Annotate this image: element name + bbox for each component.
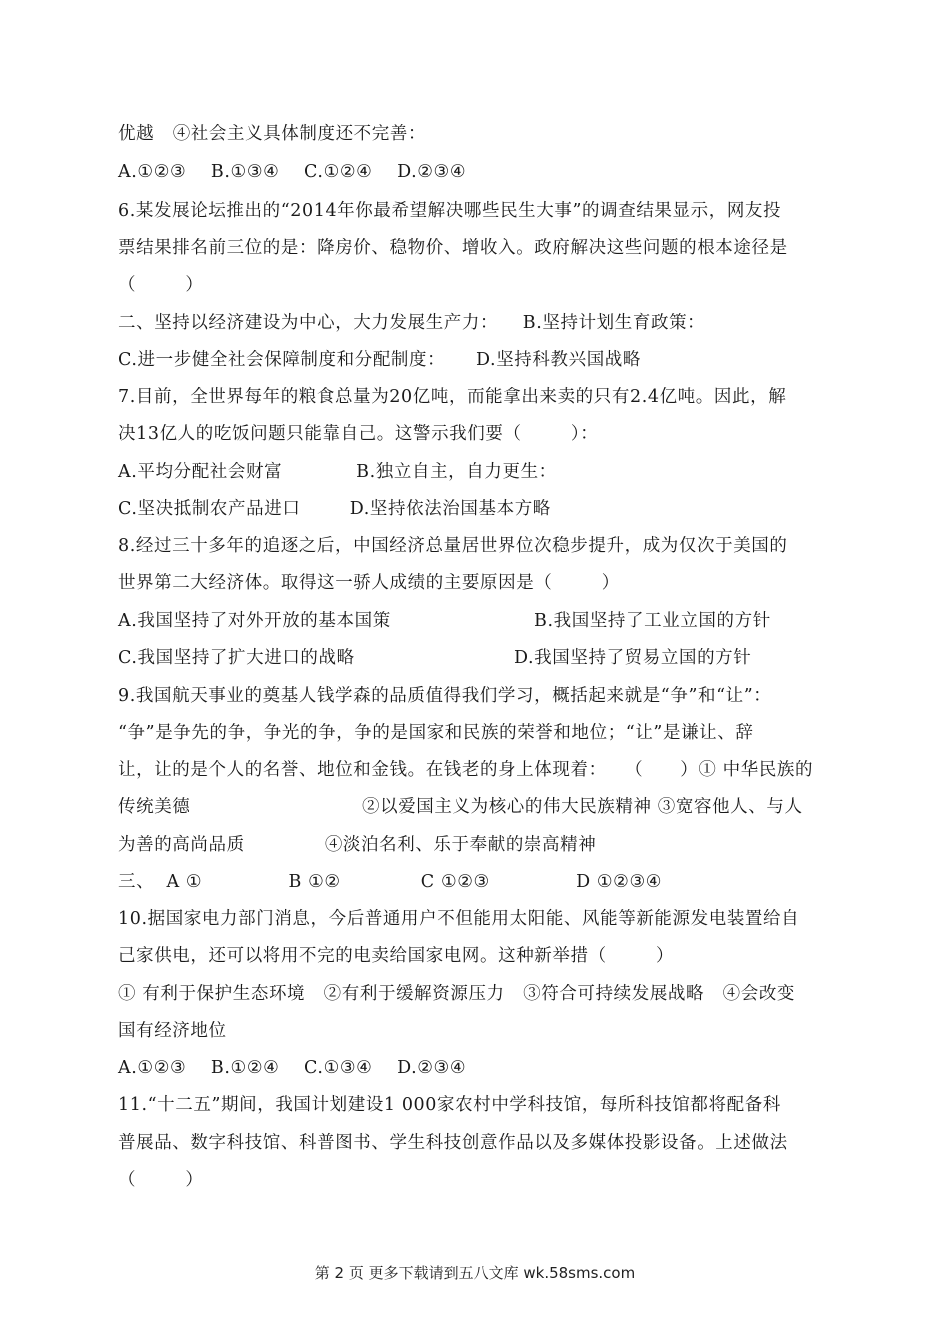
answer-options: A.①②③ B.①③④ C.①②④ D.②③④ xyxy=(118,162,467,182)
answer-options: A.平均分配社会财富 B.独立自主，自力更生： xyxy=(118,462,557,482)
answer-blank: （ ） xyxy=(118,275,204,295)
text-line: 优越 ④社会主义具体制度还不完善： xyxy=(118,124,427,144)
question-6-text: 票结果排名前三位的是：降房价、稳物价、增收入。政府解决这些问题的根本途径是 xyxy=(118,238,788,258)
question-6-text: 6.某发展论坛推出的“2014年你最希望解决哪些民生大事”的调查结果显示，网友投 xyxy=(118,201,782,221)
answer-options: A.①②③ B.①②④ C.①③④ D.②③④ xyxy=(118,1058,467,1078)
question-11-text: 11.“十二五”期间，我国计划建设1 000家农村中学科技馆，每所科技馆都将配备科 xyxy=(118,1095,781,1115)
question-10-text: ① 有利于保护生态环境 ②有利于缓解资源压力 ③符合可持续发展战略 ④会改变 xyxy=(118,984,796,1004)
question-7-text: 7.目前，全世界每年的粮食总量为20亿吨，而能拿出来卖的只有2.4亿吨。因此，解 xyxy=(118,387,787,407)
answer-option-a: A.我国坚持了对外开放的基本国策 xyxy=(118,611,391,631)
question-10-text: 己家供电，还可以将用不完的电卖给国家电网。这种新举措（ ） xyxy=(118,946,675,966)
question-9-text: ②以爱国主义为核心的伟大民族精神 ③宽容他人、与人 xyxy=(362,797,803,817)
answer-options: C.进一步健全社会保障制度和分配制度： D.坚持科教兴国战略 xyxy=(118,350,642,370)
answer-options: 三、 A ① B ①② C ①②③ D ①②③④ xyxy=(118,872,663,892)
answer-options: 二、坚持以经济建设为中心，大力发展生产力： B.坚持计划生育政策： xyxy=(118,313,706,333)
question-8-text: 8.经过三十多年的追逐之后，中国经济总量居世界位次稳步提升，成为仅次于美国的 xyxy=(118,536,788,556)
answer-option-d: D.我国坚持了贸易立国的方针 xyxy=(514,648,752,668)
question-10-text: 国有经济地位 xyxy=(118,1021,227,1041)
answer-option-b: B.我国坚持了工业立国的方针 xyxy=(534,611,771,631)
question-9-text: 9.我国航天事业的奠基人钱学森的品质值得我们学习，概括起来就是“争”和“让”： xyxy=(118,686,772,706)
question-8-text: 世界第二大经济体。取得这一骄人成绩的主要原因是（ ） xyxy=(118,573,620,593)
question-11-text: 普展品、数字科技馆、科普图书、学生科技创意作品以及多媒体投影设备。上述做法 xyxy=(118,1133,788,1153)
answer-option-c: C.我国坚持了扩大进口的战略 xyxy=(118,648,355,668)
page-footer: 第 2 页 更多下载请到五八文库 wk.58sms.com xyxy=(314,1264,636,1282)
question-7-text: 决13亿人的吃饭问题只能靠自己。这警示我们要（ ）： xyxy=(118,424,599,444)
answer-options: C.坚决抵制农产品进口 D.坚持依法治国基本方略 xyxy=(118,499,551,519)
answer-blank: （ ） xyxy=(118,1170,204,1190)
question-10-text: 10.据国家电力部门消息，今后普通用户不但能用太阳能、风能等新能源发电装置给自 xyxy=(118,909,800,929)
question-9-text: 让，让的是个人的名誉、地位和金钱。在钱老的身上体现着： （ ）① 中华民族的 xyxy=(118,760,814,780)
question-9-text: 传统美德 xyxy=(118,797,191,817)
question-9-text: 为善的高尚品质 ④淡泊名利、乐于奉献的崇高精神 xyxy=(118,835,597,855)
question-9-text: “争”是争先的争，争光的争，争的是国家和民族的荣誉和地位；“让”是谦让、辞 xyxy=(118,723,754,743)
